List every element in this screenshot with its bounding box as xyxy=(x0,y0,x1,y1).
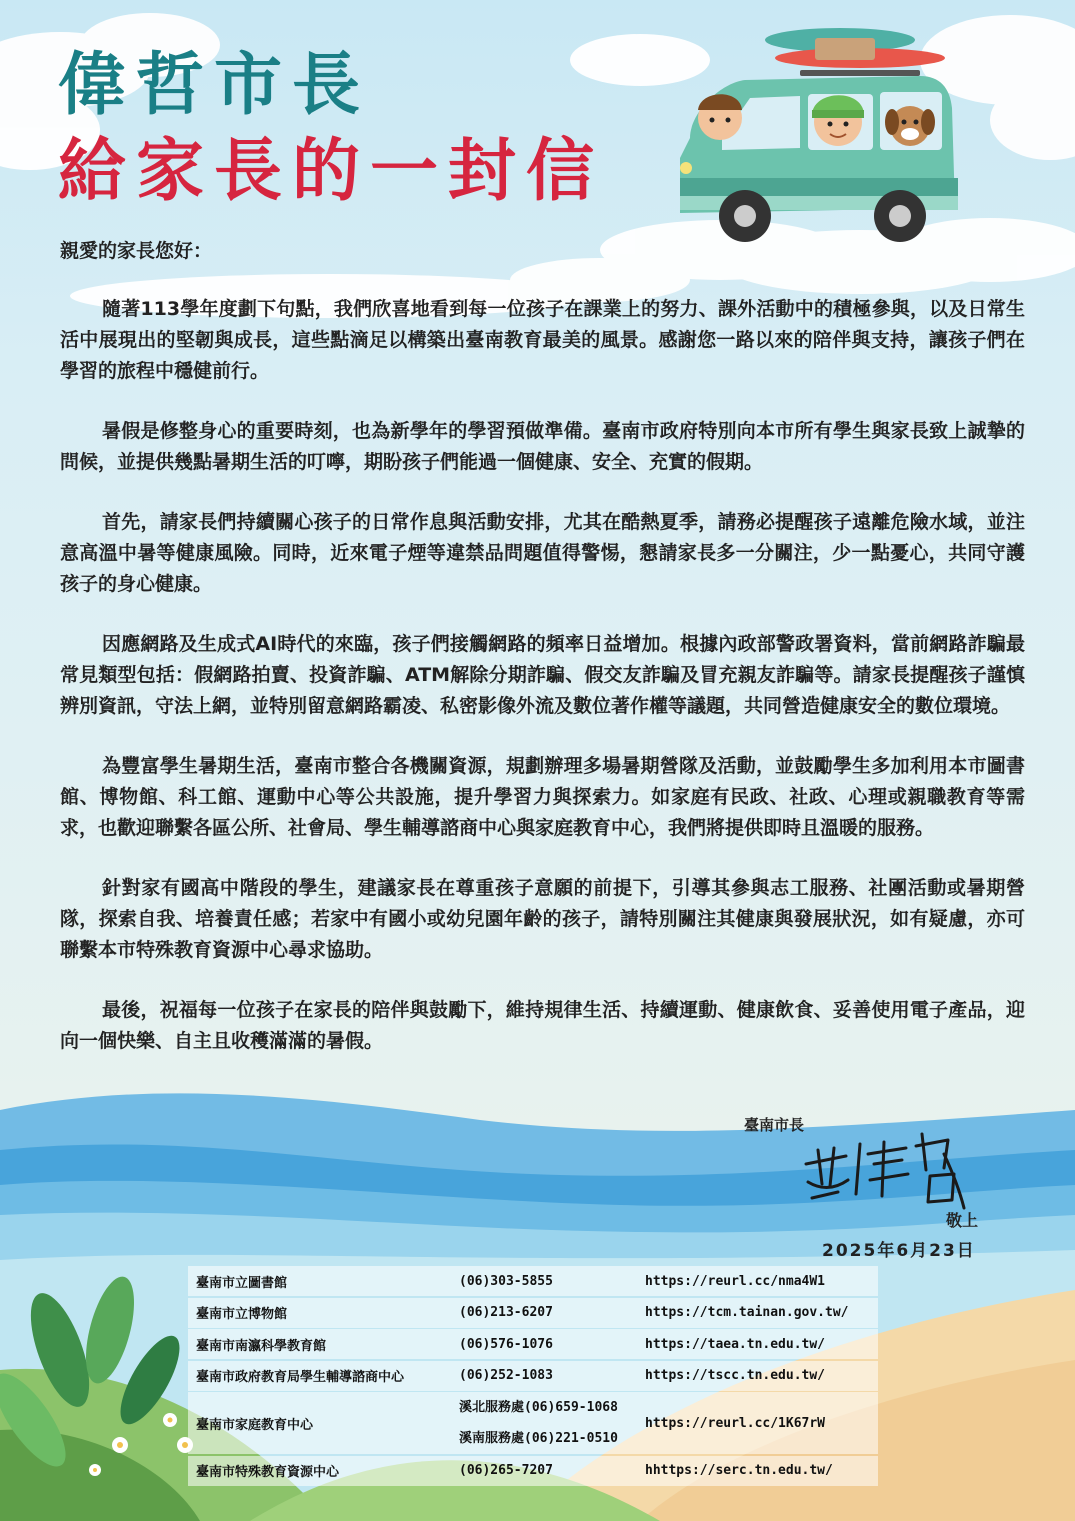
contact-url[interactable]: https://tscc.tn.edu.tw/ xyxy=(645,1368,826,1383)
letter-paragraph: 因應網路及生成式AI時代的來臨，孩子們接觸網路的頻率日益增加。根據內政部警政署資料，當前網路詐騙最常見類型包括：假網路拍賣、投資詐騙、ATM解除分期詐騙、假交友詐騙及冒充親友詐騙等。請家長提醒孩子謹慎辨別資訊，守法上網，並特別留意網路霸凌、私密影像外流及數位著作權等議題，共同營造健康安全的數位環境。 xyxy=(60,633,1025,717)
handwritten-signature xyxy=(798,1124,968,1210)
letter-paragraph: 首先，請家長們持續關心孩子的日常作息與活動安排，尤其在酷熱夏季，請務必提醒孩子遠離危險水域，並注意高溫中暑等健康風險。同時，近來電子煙等違禁品問題值得警惕，懇請家長多一分關注，少一點憂心，共同守護孩子的身心健康。 xyxy=(60,511,1025,595)
table-row xyxy=(188,1298,878,1328)
letter-paragraph: 暑假是修整身心的重要時刻，也為新學年的學習預做準備。臺南市政府特別向本市所有學生與家長致上誠摯的問候，並提供幾點暑期生活的叮嚀，期盼孩子們能過一個健康、安全、充實的假期。 xyxy=(60,420,1025,473)
contact-phone-group xyxy=(453,1392,641,1454)
letter-date: 2025年6月23日 xyxy=(822,1241,976,1261)
contact-phone: (06)213-6207 xyxy=(459,1305,553,1320)
contact-name: 臺南市家庭教育中心 xyxy=(196,1417,314,1433)
contact-phone: 溪北服務處(06)659-1068 xyxy=(459,1400,618,1415)
letter-paragraph: 最後，祝福每一位孩子在家長的陪伴與鼓勵下，維持規律生活、持續運動、健康飲食、妥善使用電子產品，迎向一個快樂、自主且收穫滿滿的暑假。 xyxy=(60,999,1025,1052)
contact-name: 臺南市南瀛科學教育館 xyxy=(196,1338,327,1354)
letter-closing: 敬上 xyxy=(946,1211,979,1230)
contact-phone: (06)265-7207 xyxy=(459,1463,553,1478)
letter-paragraph: 為豐富學生暑期生活，臺南市整合各機關資源，規劃辦理多場暑期營隊及活動，並鼓勵學生多加利用本市圖書館、博物館、科工館、運動中心等公共設施，提升學習力與探索力。如家庭有民政、社政、心理或親職教育等需求，也歡迎聯繫各區公所、社會局、學生輔導諮商中心與家庭教育中心，我們將提供即時且溫暖的服務。 xyxy=(60,755,1025,839)
van-illustration-icon xyxy=(650,18,970,258)
contact-name: 臺南市政府教育局學生輔導諮商中心 xyxy=(196,1370,405,1385)
contact-url[interactable]: https://reurl.cc/nma4W1 xyxy=(645,1273,826,1289)
table-row xyxy=(188,1329,878,1359)
table-row xyxy=(188,1392,878,1454)
contact-name: 臺南市特殊教育資源中心 xyxy=(196,1465,340,1480)
contact-phone: (06)252-1083 xyxy=(459,1368,553,1383)
table-row xyxy=(188,1266,878,1296)
signer-title: 臺南市長 xyxy=(744,1116,805,1134)
contact-phone: (06)303-5855 xyxy=(459,1273,553,1289)
contact-table xyxy=(188,1266,878,1487)
contact-phone: 溪南服務處(06)221-0510 xyxy=(459,1431,618,1446)
contact-phone: (06)576-1076 xyxy=(459,1336,553,1352)
contact-url[interactable]: https://tcm.tainan.gov.tw/ xyxy=(645,1305,849,1320)
contact-url[interactable]: hhttps://serc.tn.edu.tw/ xyxy=(645,1463,833,1478)
table-row xyxy=(188,1361,878,1391)
letter-greeting: 親愛的家長您好： xyxy=(60,240,213,262)
title-line-1: 偉哲市長 xyxy=(58,46,371,125)
table-row xyxy=(188,1456,878,1486)
contact-url[interactable]: https://reurl.cc/1K67rW xyxy=(645,1415,826,1431)
letter-paragraph: 隨著113學年度劃下句點，我們欣喜地看到每一位孩子在課業上的努力、課外活動中的積極參與，以及日常生活中展現出的堅韌與成長，這些點滴足以構築出臺南教育最美的風景。感謝您一路以來的陪伴與支持，讓孩子們在學習的旅程中穩健前行。 xyxy=(60,298,1025,382)
title-line-2: 給家長的一封信 xyxy=(58,132,605,211)
contact-name: 臺南市立博物館 xyxy=(196,1307,288,1322)
letter-body xyxy=(60,294,1025,1086)
contact-name: 臺南市立圖書館 xyxy=(196,1275,288,1291)
letter-paragraph: 針對家有國高中階段的學生，建議家長在尊重孩子意願的前提下，引導其參與志工服務、社團活動或暑期營隊，探索自我、培養責任感；若家中有國小或幼兒園年齡的孩子，請特別關注其健康與發展狀況，如有疑慮，亦可聯繫本市特殊教育資源中心尋求協助。 xyxy=(60,877,1025,961)
contact-url[interactable]: https://taea.tn.edu.tw/ xyxy=(645,1336,826,1352)
